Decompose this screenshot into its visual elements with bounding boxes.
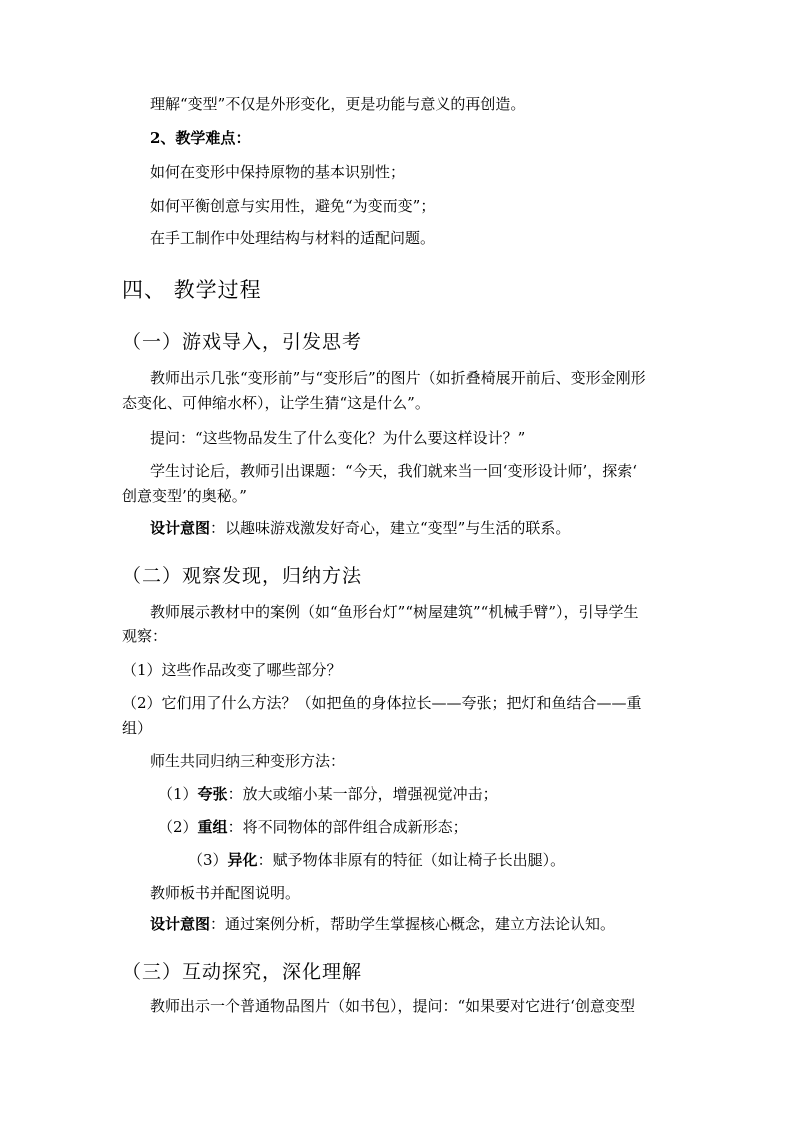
method-item (188, 850, 565, 870)
section-heading: 四、 教学过程 (122, 278, 262, 302)
paragraph-line: 教师板书并配图说明。 (150, 884, 301, 902)
design-intent (150, 914, 615, 934)
method-text: ：赋予物体非原有的特征（如让椅子长出腿）。 (257, 851, 566, 869)
paragraph-line: 学生讨论后，教师引出课题：“今天，我们就来当一回‘变形设计师’，探索‘ (150, 462, 637, 480)
paragraph-line: 如何在变形中保持原物的基本识别性； (150, 163, 406, 181)
paragraph-line: 教师展示教材中的案例（如“鱼形台灯”“树屋建筑”“机械手臂”），引导学生 (150, 603, 639, 621)
design-intent-text: ：通过案例分析，帮助学生掌握核心概念，建立方法论认知。 (210, 915, 616, 933)
paragraph-line: 教师出示几张“变形前”与“变形后”的图片（如折叠椅展开前后、变形金刚形 (150, 369, 646, 387)
paragraph-line: 态变化、可伸缩水杯），让学生猜“这是什么”。 (122, 394, 430, 412)
design-intent-text: ：以趣味游戏激发好奇心，建立“变型”与生活的联系。 (210, 519, 571, 537)
method-text: ：将不同物体的部件组合成新形态； (227, 818, 468, 836)
method-item (158, 817, 468, 837)
design-intent-label: 设计意图 (150, 915, 211, 933)
subsection-heading: （二）观察发现，归纳方法 (122, 565, 363, 587)
subheading-label: 2、教学难点： (150, 129, 251, 147)
paragraph-line: 在手工制作中处理结构与材料的适配问题。 (150, 229, 436, 247)
subsection-heading: （三）互动探究，深化理解 (122, 961, 363, 983)
paragraph-line: 提问：“这些物品发生了什么变化？为什么要这样设计？” (150, 429, 526, 447)
paragraph-line: 如何平衡创意与实用性，避免“为变而变”； (150, 197, 436, 215)
subheading-difficulty (150, 128, 250, 148)
question-line: （2）它们用了什么方法？（如把鱼的身体拉长——夸张；把灯和鱼结合——重 (122, 694, 642, 712)
method-item (158, 784, 498, 804)
paragraph-line: 理解“变型”不仅是外形变化，更是功能与意义的再创造。 (150, 95, 526, 113)
paragraph-line: 创意变型’的奥秘。” (122, 487, 247, 505)
method-number: （3） (188, 851, 228, 869)
design-intent (150, 518, 570, 538)
method-label: 异化 (227, 851, 258, 869)
method-label: 重组 (197, 818, 228, 836)
paragraph-line: 教师出示一个普通物品图片（如书包），提问：“如果要对它进行‘创意变型 (150, 997, 635, 1015)
subsection-heading: （一）游戏导入，引发思考 (122, 331, 363, 353)
paragraph-line: 师生共同归纳三种变形方法： (150, 752, 346, 770)
question-line: 组） (122, 719, 153, 737)
method-text: ：放大或缩小某一部分，增强视觉冲击； (227, 785, 498, 803)
method-label: 夸张 (197, 785, 228, 803)
method-number: （2） (158, 818, 198, 836)
question-line: （1）这些作品改变了哪些部分？ (122, 661, 342, 679)
method-number: （1） (158, 785, 198, 803)
design-intent-label: 设计意图 (150, 519, 211, 537)
paragraph-line: 观察： (122, 627, 168, 645)
